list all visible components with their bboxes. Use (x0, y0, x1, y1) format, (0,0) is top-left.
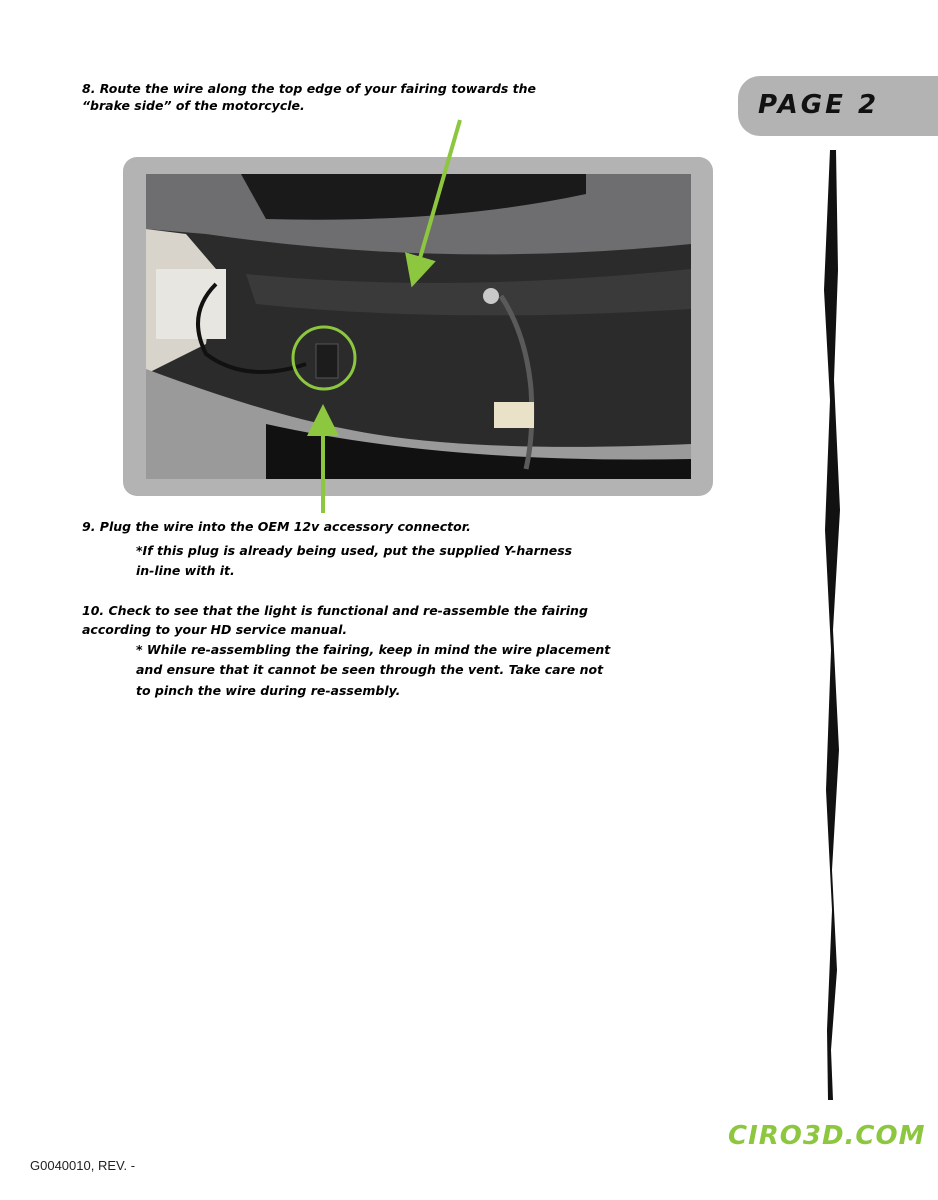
step-10-line-1: 10. Check to see that the light is functional and re-assemble the fairing (82, 603, 588, 618)
step-8-line-2: “brake side” of the motorcycle. (82, 98, 305, 113)
decorative-edge-stripe (818, 150, 848, 1100)
step-9-note-line-1: *If this plug is already being used, put the supplied Y-harness (136, 543, 573, 558)
document-code: G0040010, REV. - (30, 1158, 136, 1173)
brand-logo-text: CIRO3D.COM (728, 1121, 926, 1151)
page-number-tab (738, 76, 938, 136)
brand-logo (728, 1114, 926, 1154)
step-10-line-2: according to your HD service manual. (82, 622, 348, 637)
step-10-note-line-2: and ensure that it cannot be seen through the vent. Take care not (136, 662, 604, 677)
step-9-line-1: 9. Plug the wire into the OEM 12v accessory connector. (82, 519, 471, 534)
step-10-note-line-1: * While re-assembling the fairing, keep in mind the wire placement (136, 642, 611, 657)
step-9-note-line-2: in-line with it. (136, 563, 235, 578)
page-number-label: PAGE 2 (758, 90, 880, 120)
photo-frame (123, 157, 713, 496)
step-10-note-line-3: to pinch the wire during re-assembly. (136, 683, 401, 698)
fairing-photo (146, 174, 691, 479)
step-8-line-1: 8. Route the wire along the top edge of your fairing towards the (82, 81, 537, 96)
